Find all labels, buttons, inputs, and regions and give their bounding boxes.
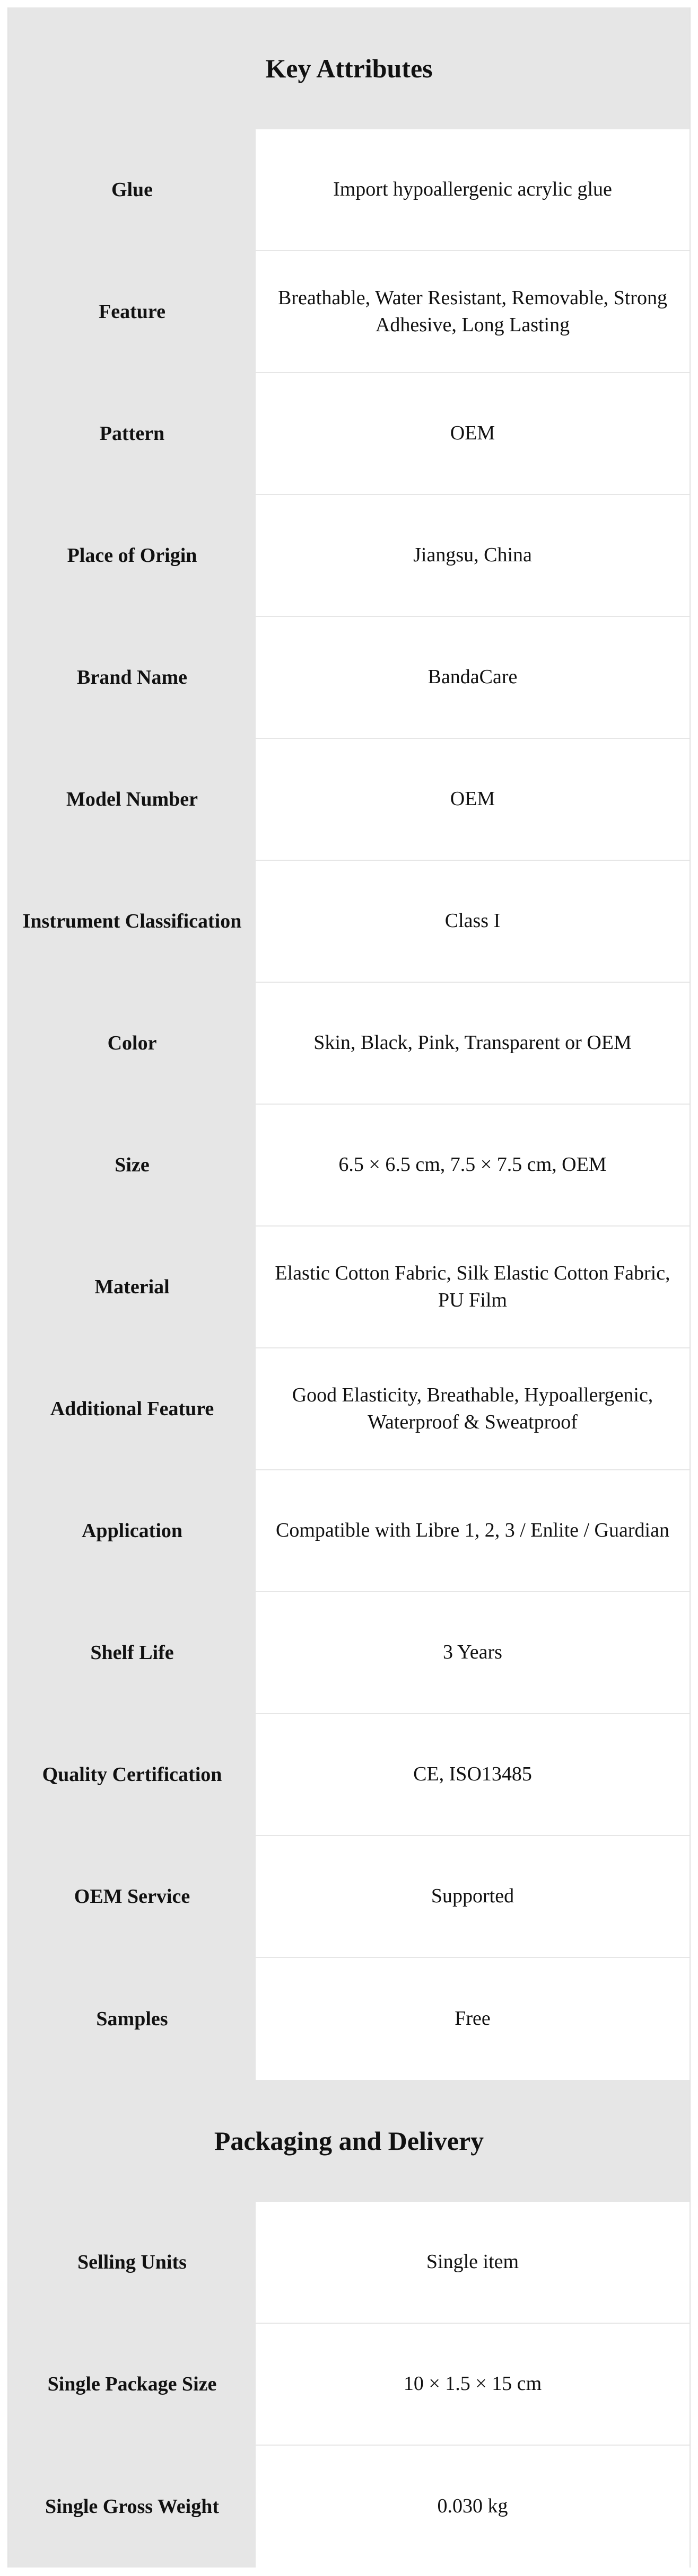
attribute-label: Model Number [8, 739, 256, 860]
attribute-row-brand-name [8, 617, 690, 739]
attribute-row-samples [8, 1958, 690, 2080]
attribute-value: CE, ISO13485 [256, 1714, 690, 1835]
attribute-row-application [8, 1470, 690, 1592]
attribute-value: Skin, Black, Pink, Transparent or OEM [256, 983, 690, 1104]
attribute-value: OEM [256, 373, 690, 494]
section-header-packaging-and-delivery: Packaging and Delivery [8, 2080, 690, 2202]
attribute-value: OEM [256, 739, 690, 860]
attribute-label: Samples [8, 1958, 256, 2080]
attribute-value: 0.030 kg [256, 2446, 690, 2568]
attribute-row-material [8, 1227, 690, 1348]
attribute-value: Compatible with Libre 1, 2, 3 / Enlite / Guardian [256, 1470, 690, 1591]
attribute-label: OEM Service [8, 1836, 256, 1957]
attribute-label: Glue [8, 129, 256, 250]
attribute-label: Place of Origin [8, 495, 256, 616]
attribute-label: Quality Certification [8, 1714, 256, 1835]
attribute-label: Single Package Size [8, 2324, 256, 2445]
attribute-row-shelf-life [8, 1592, 690, 1714]
attribute-row-feature [8, 251, 690, 373]
attribute-row-color [8, 983, 690, 1105]
attribute-row-place-of-origin [8, 495, 690, 617]
attribute-label: Feature [8, 251, 256, 372]
attribute-row-model-number [8, 739, 690, 861]
attribute-row-glue [8, 129, 690, 251]
packaging-row-single-package-size [8, 2324, 690, 2446]
packaging-row-single-gross-weight [8, 2446, 690, 2568]
attribute-label: Brand Name [8, 617, 256, 738]
section-header-key-attributes: Key Attributes [8, 7, 690, 129]
attribute-label: Color [8, 983, 256, 1104]
attribute-row-instrument-classification [8, 861, 690, 983]
attribute-row-size [8, 1105, 690, 1227]
attribute-label: Pattern [8, 373, 256, 494]
attribute-value: Breathable, Water Resistant, Removable, Strong Adhesive, Long Lasting [256, 251, 690, 372]
attribute-label: Selling Units [8, 2202, 256, 2323]
attribute-row-pattern [8, 373, 690, 495]
attribute-value: Good Elasticity, Breathable, Hypoallergenic, Waterproof & Sweatproof [256, 1348, 690, 1469]
attributes-sheet [7, 7, 691, 2568]
attribute-row-oem-service [8, 1836, 690, 1958]
attribute-value: Jiangsu, China [256, 495, 690, 616]
attribute-value: Single item [256, 2202, 690, 2323]
attribute-label: Shelf Life [8, 1592, 256, 1713]
attribute-value: 10 × 1.5 × 15 cm [256, 2324, 690, 2445]
attribute-value: BandaCare [256, 617, 690, 738]
attribute-label: Size [8, 1105, 256, 1225]
packaging-row-selling-units [8, 2202, 690, 2324]
attribute-label: Single Gross Weight [8, 2446, 256, 2568]
attribute-row-quality-certification [8, 1714, 690, 1836]
attribute-label: Application [8, 1470, 256, 1591]
attribute-value: Free [256, 1958, 690, 2080]
attribute-value: 3 Years [256, 1592, 690, 1713]
attribute-value: Import hypoallergenic acrylic glue [256, 129, 690, 250]
attribute-value: Elastic Cotton Fabric, Silk Elastic Cotton Fabric, PU Film [256, 1227, 690, 1347]
attribute-value: Supported [256, 1836, 690, 1957]
attribute-value: 6.5 × 6.5 cm, 7.5 × 7.5 cm, OEM [256, 1105, 690, 1225]
attribute-label: Material [8, 1227, 256, 1347]
attribute-label: Additional Feature [8, 1348, 256, 1469]
attribute-label: Instrument Classification [8, 861, 256, 982]
attribute-value: Class I [256, 861, 690, 982]
attribute-row-additional-feature [8, 1348, 690, 1470]
